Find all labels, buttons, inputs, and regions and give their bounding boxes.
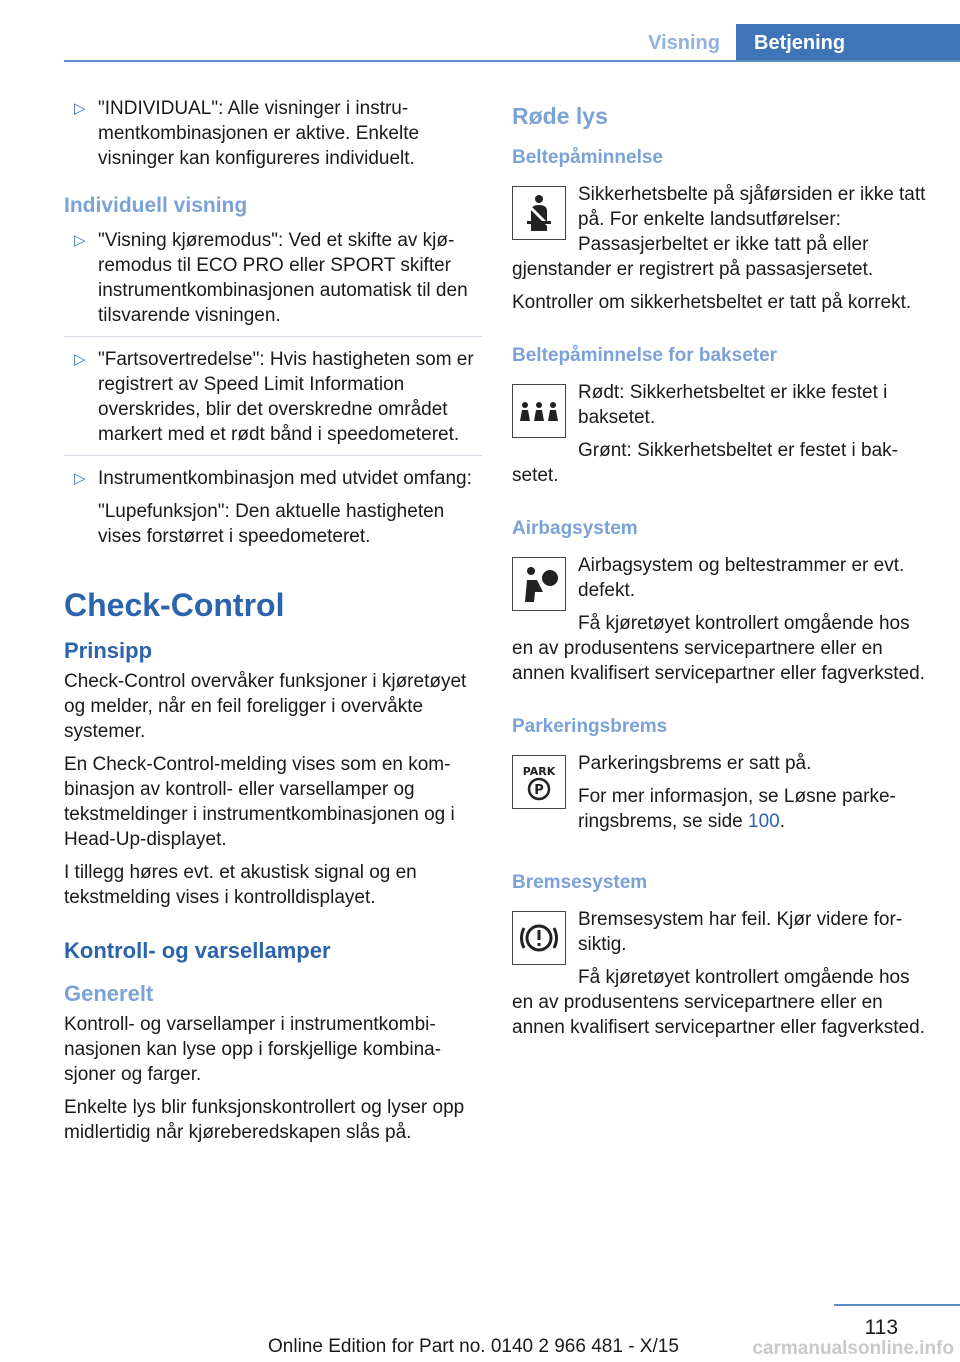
divider [64, 336, 482, 337]
paragraph: Parkeringsbrems er satt på. [578, 753, 812, 774]
tab-visning[interactable]: Visning [648, 31, 720, 54]
paragraph: Få kjøretøyet kontrollert omgående hos en av produsentens servicepartnere eller en annen kvalifisert servicepartner eller fagverksted. [512, 967, 925, 1038]
paragraph: Check-Control overvåker funksjoner i kjøretøyet og melder, når en feil foreligger i overvåkte systemer. [64, 671, 467, 742]
paragraph: I tillegg høres evt. et akustisk signal og en tekstmelding vises i kontrolldisplayet. [64, 862, 417, 908]
paragraph [578, 784, 932, 834]
bullet-triangle-icon: ▷ [74, 232, 86, 249]
bullet-triangle-icon: ▷ [74, 470, 86, 487]
paragraph: Enkelte lys blir funksjonskontrollert og lyser opp midlertidig når kjøreberedskapen slås på. [64, 1097, 465, 1143]
paragraph: Få kjøretøyet kontrollert omgående hos en av produsentens servicepartnere eller en annen kvalifisert servicepartner eller fagverksted. [512, 613, 925, 684]
bullet-triangle-icon: ▷ [74, 351, 86, 368]
header-rule [64, 60, 960, 62]
page-link[interactable]: 100 [748, 811, 780, 832]
seatbelt-warning-icon [512, 186, 566, 240]
left-column [64, 96, 482, 1153]
watermark: carmanualsonline.info [752, 1338, 954, 1359]
rear-seatbelt-icon [512, 384, 566, 438]
heading-airbagsystem: Airbagsystem [512, 518, 638, 539]
section-beltepaminnelse [512, 145, 932, 315]
parking-brake-icon [512, 755, 566, 809]
heading-individuell-visning: Individuell visning [64, 194, 248, 217]
heading-kontroll-varsellamper: Kontroll- og varsellamper [64, 938, 331, 963]
bullet-triangle-icon: ▷ [74, 100, 86, 117]
footer-rule [834, 1304, 960, 1306]
edition-text: Online Edition for Part no. 0140 2 966 481 - X/15 [268, 1336, 679, 1357]
svg-text:PARK: PARK [522, 765, 556, 778]
heading-beltepaminnelse: Beltepåminnelse [512, 147, 663, 168]
heading-generelt: Generelt [64, 981, 154, 1006]
divider [64, 455, 482, 456]
heading-prinsipp: Prinsipp [64, 638, 153, 663]
paragraph: Kontroll- og varsellamper i instrumentkombinasjonen kan lyse opp i forskjellige kombinasjoner og farger. [64, 1014, 442, 1085]
section-parkeringsbrems [512, 714, 932, 842]
bullet-instrumentkombinasjon [64, 466, 482, 549]
heading-bakseter: Beltepåminnelse for bakseter [512, 345, 778, 366]
svg-text:P: P [534, 783, 544, 798]
paragraph: Bremsesystem har feil. Kjør videre forsiktig. [578, 909, 903, 955]
paragraph: En Check-Control-melding vises som en kombinasjon av kontroll- eller varsellamper og tekstmeldinger i instrumentkombinasjonen og i Head-Up-displayet. [64, 754, 455, 850]
heading-check-control: Check-Control [64, 587, 285, 623]
paragraph: Airbagsystem og beltestrammer er evt. defekt. [578, 555, 905, 601]
paragraph: Rødt: Sikkerhetsbeltet er ikke festet i baksetet. [578, 382, 888, 428]
right-column [512, 96, 932, 1068]
bullet-fartsovertredelse [64, 347, 482, 447]
bullet-subtext: "Lupefunksjon": Den aktuelle hastigheten vises forstørret i speedometeret. [98, 501, 445, 547]
heading-parkeringsbrems: Parkeringsbrems [512, 716, 668, 737]
heading-bremsesystem: Bremsesystem [512, 872, 648, 893]
bullet-text: "Visning kjøremodus": Ved et skifte av kjøremodus til ECO PRO eller SPORT skifter instrumentkombinasjonen automatisk til den tilsvarende visningen. [98, 230, 468, 326]
bullet-visning-kjoremodus [64, 228, 482, 328]
section-bakseter [512, 343, 932, 488]
bullet-text: Instrumentkombinasjon med utvidet omfang: [98, 468, 472, 489]
airbag-warning-icon [512, 557, 566, 611]
heading-rode-lys: Røde lys [512, 103, 608, 129]
brake-warning-icon [512, 911, 566, 965]
paragraph-text: For mer informasjon, se Løsne parkeringsbrems, se side [578, 786, 896, 832]
bullet-text: "Fartsovertredelse": Hvis hastigheten som er registrert av Speed Limit Information overskrides, blir det overskredne området markert med et rødt bånd i speedometeret. [98, 349, 474, 445]
paragraph: Sikkerhetsbelte på sjåførsiden er ikke tatt på. For enkelte landsutførelser: Passasjerbeltet er ikke tatt på eller gjenstander er registrert på passasjersetet. [512, 184, 926, 280]
paragraph-text: . [779, 811, 785, 832]
bullet-individual [64, 96, 482, 171]
section-bremsesystem [512, 870, 932, 1040]
bullet-text: "INDIVIDUAL": Alle visninger i instrumentkombinasjonen er aktive. Enkelte visninger kan konfigureres individuelt. [98, 98, 420, 169]
paragraph: Grønt: Sikkerhetsbeltet er festet i baksetet. [512, 440, 898, 486]
section-airbag [512, 516, 932, 686]
page-number: 113 [864, 1316, 898, 1339]
paragraph: Kontroller om sikkerhetsbeltet er tatt på korrekt. [512, 292, 912, 313]
tab-betjening[interactable]: Betjening [736, 24, 960, 62]
